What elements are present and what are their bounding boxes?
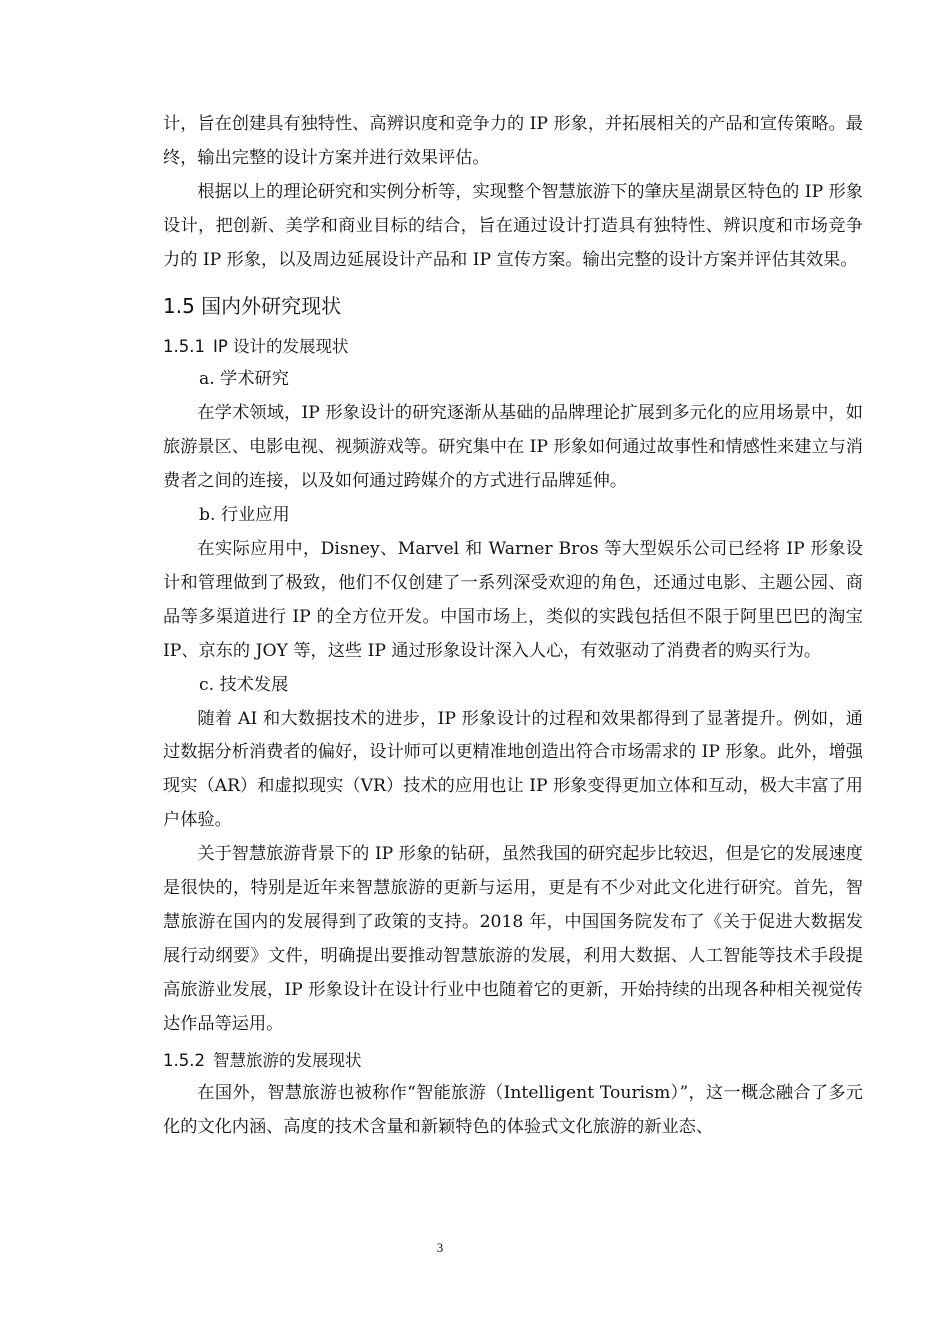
subsection-number: 1.5.2 bbox=[163, 1050, 205, 1070]
paragraph-continued: 计，旨在创建具有独特性、高辨识度和竞争力的 IP 形象，并拓展相关的产品和宣传策略。最终，输出完整的设计方案并进行效果评估。 bbox=[163, 114, 863, 168]
item-label-a: a. 学术研究 bbox=[199, 369, 289, 390]
paragraph: 在学术领域，IP 形象设计的研究逐渐从基础的品牌理论扩展到多元化的应用场景中，如旅游景区、电影电视、视频游戏等。研究集中在 IP 形象如何通过故事性和情感性来建立与消费者之间的连接，以及如何通过跨媒介的方式进行品牌延伸。 bbox=[163, 403, 863, 492]
page-number: 3 bbox=[436, 1240, 444, 1255]
subsection-number: 1.5.1 bbox=[163, 336, 205, 356]
item-label-c: c. 技术发展 bbox=[199, 674, 289, 695]
subsection-title: 智慧旅游的发展现状 bbox=[212, 1050, 362, 1070]
subsection-title: IP 设计的发展现状 bbox=[212, 336, 349, 356]
paragraph: 关于智慧旅游背景下的 IP 形象的钻研，虽然我国的研究起步比较迟，但是它的发展速度是很快的，特别是近年来智慧旅游的更新与运用，更是有不少对此文化进行研究。首先，智慧旅游在国内的发展得到了政策的支持。2018 年，中国国务院发布了《关于促进大数据发展行动纲要》文件，明确提出要推动智慧旅游的发展，利用大数据、人工智能等技术手段提高旅游业发展，IP 形象设计在设计行业中也随着它的更新，开始持续的出现各种相关视觉传达作品等运用。 bbox=[163, 844, 863, 1034]
paragraph: 随着 AI 和大数据技术的进步，IP 形象设计的过程和效果都得到了显著提升。例如，通过数据分析消费者的偏好，设计师可以更精准地创造出符合市场需求的 IP 形象。此外，增强现实（AR）和虚拟现实（VR）技术的应用也让 IP 形象变得更加立体和互动，极大丰富了用户体验。 bbox=[163, 708, 863, 831]
paragraph: 在实际应用中，Disney、Marvel 和 Warner Bros 等大型娱乐公司已经将 IP 形象设计和管理做到了极致，他们不仅创建了一系列深受欢迎的角色，还通过电影、主题公园、商品等多渠道进行 IP 的全方位开发。中国市场上，类似的实践包括但不限于阿里巴巴的淘宝 IP、京东的 JOY 等，这些 IP 通过形象设计深入人心，有效驱动了消费者的购买行为。 bbox=[163, 538, 863, 661]
section-heading-1-5: 1.5 国内外研究现状 bbox=[163, 293, 342, 318]
item-label-b: b. 行业应用 bbox=[199, 505, 290, 526]
subsection-heading-1-5-1 bbox=[163, 330, 863, 364]
document-page bbox=[163, 108, 863, 1145]
paragraph: 在国外，智慧旅游也被称作“智能旅游（Intelligent Tourism）”，这一概念融合了多元化的文化内涵、高度的技术含量和新颖特色的体验式文化旅游的新业态、 bbox=[163, 1083, 863, 1138]
paragraph: 根据以上的理论研究和实例分析等，实现整个智慧旅游下的肇庆星湖景区特色的 IP 形象设计，把创新、美学和商业目标的结合，旨在通过设计打造具有独特性、辨识度和市场竞争力的 IP 形象，以及周边延展设计产品和 IP 宣传方案。输出完整的设计方案并评估其效果。 bbox=[163, 181, 863, 270]
subsection-heading-1-5-2 bbox=[163, 1044, 863, 1078]
